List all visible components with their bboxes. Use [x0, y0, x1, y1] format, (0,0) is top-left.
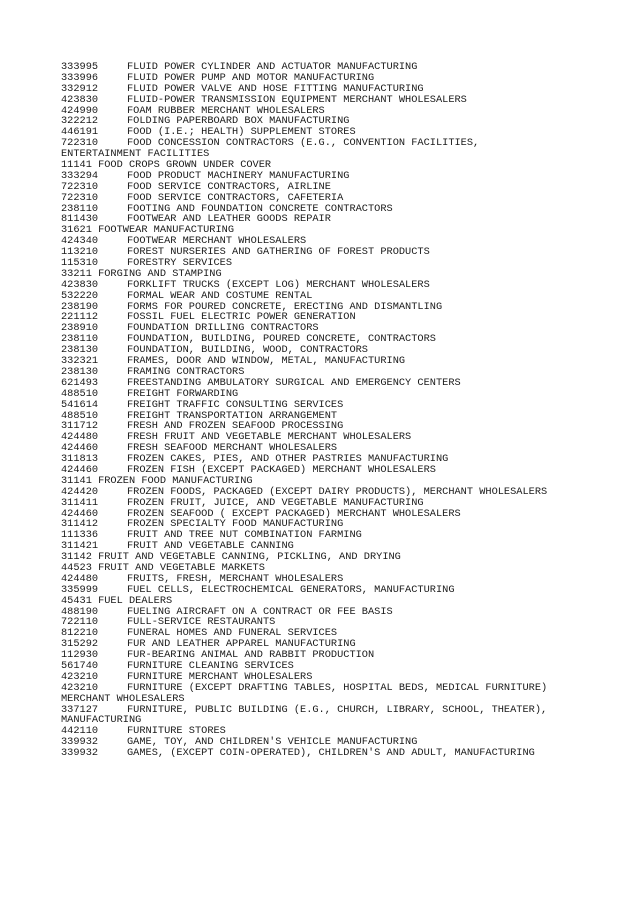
naics-code: 722310: [61, 180, 99, 193]
industry-description: FRAMING CONTRACTORS: [127, 365, 245, 378]
naics-code: 322212: [61, 115, 99, 128]
naics-code: 238110: [61, 333, 99, 346]
naics-code: 424460: [61, 507, 99, 520]
list-continuation-line: [61, 694, 621, 705]
industry-description: FOOD (I.E.; HEALTH) SUPPLEMENT STORES: [127, 126, 356, 139]
naics-code: 488510: [61, 387, 99, 400]
industry-description: FOOD CONCESSION CONTRACTORS (E.G., CONVENTION FACILITIES,: [127, 137, 480, 150]
industry-description: FREESTANDING AMBULATORY SURGICAL AND EMERGENCY CENTERS: [127, 376, 461, 389]
naics-code: 339932: [61, 736, 99, 749]
naics-code: 442110: [61, 725, 99, 738]
naics-code-list: [61, 62, 621, 759]
naics-code: 424480: [61, 572, 99, 585]
naics-code: 811430: [61, 213, 99, 226]
list-item: [61, 498, 621, 509]
naics-code: 621493: [61, 376, 99, 389]
line-text: MERCHANT WHOLESALERS: [61, 692, 185, 705]
industry-description: FURNITURE CLEANING SERVICES: [127, 659, 294, 672]
naics-code: 315292: [61, 638, 99, 651]
industry-description: FRESH SEAFOOD MERCHANT WHOLESALERS: [127, 442, 338, 455]
naics-code: 424480: [61, 431, 99, 444]
line-text: 44523 FRUIT AND VEGETABLE MARKETS: [61, 561, 265, 574]
industry-description: FOAM RUBBER MERCHANT WHOLESALERS: [127, 104, 325, 117]
naics-code: 238130: [61, 344, 99, 357]
industry-description: FLUID POWER VALVE AND HOSE FITTING MANUFACTURING: [127, 82, 424, 95]
naics-code: 423210: [61, 670, 99, 683]
list-item: [61, 400, 621, 411]
industry-description: GAME, TOY, AND CHILDREN'S VEHICLE MANUFACTURING: [127, 736, 418, 749]
naics-code: 238130: [61, 365, 99, 378]
line-text: 31142 FRUIT AND VEGETABLE CANNING, PICKLING, AND DRYING: [61, 551, 401, 564]
naics-code: 339932: [61, 747, 99, 760]
industry-description: FUEL CELLS, ELECTROCHEMICAL GENERATORS, MANUFACTURING: [127, 583, 455, 596]
industry-description: FOREST NURSERIES AND GATHERING OF FOREST PRODUCTS: [127, 246, 430, 259]
list-item: [61, 389, 621, 400]
industry-description: FORESTRY SERVICES: [127, 257, 233, 270]
industry-description: FRAMES, DOOR AND WINDOW, METAL, MANUFACTURING: [127, 355, 406, 368]
list-continuation-line: [61, 596, 621, 607]
naics-code: 333995: [61, 61, 99, 73]
line-text: ENTERTAINMENT FACILITIES: [61, 148, 210, 161]
list-item: [61, 748, 621, 759]
industry-description: FOUNDATION, BUILDING, WOOD, CONTRACTORS: [127, 344, 368, 357]
naics-code: 238190: [61, 300, 99, 313]
naics-code: 333294: [61, 169, 99, 182]
line-text: 45431 FUEL DEALERS: [61, 594, 173, 607]
list-item: [61, 487, 621, 498]
industry-description: FRUIT AND TREE NUT COMBINATION FARMING: [127, 529, 362, 542]
industry-description: FUR AND LEATHER APPAREL MANUFACTURING: [127, 638, 356, 651]
naics-code: 332912: [61, 82, 99, 95]
naics-code: 722310: [61, 137, 99, 150]
naics-code: 112930: [61, 649, 99, 662]
industry-description: FORMAL WEAR AND COSTUME RENTAL: [127, 289, 313, 302]
naics-code: 311421: [61, 540, 99, 553]
line-text: 31621 FOOTWEAR MANUFACTURING: [61, 224, 235, 237]
industry-description: FOLDING PAPERBOARD BOX MANUFACTURING: [127, 115, 350, 128]
industry-description: FROZEN SEAFOOD ( EXCEPT PACKAGED) MERCHANT WHOLESALERS: [127, 507, 461, 520]
line-text: 33211 FORGING AND STAMPING: [61, 267, 222, 280]
industry-description: FOOTING AND FOUNDATION CONCRETE CONTRACTORS: [127, 202, 393, 215]
industry-description: FOOTWEAR AND LEATHER GOODS REPAIR: [127, 213, 331, 226]
naics-code: 722310: [61, 191, 99, 204]
naics-code: 488510: [61, 409, 99, 422]
naics-code: 311813: [61, 453, 99, 466]
industry-description: FLUID-POWER TRANSMISSION EQUIPMENT MERCHANT WHOLESALERS: [127, 93, 467, 106]
list-item: [61, 705, 621, 716]
naics-code: 332321: [61, 355, 99, 368]
naics-code: 337127: [61, 703, 99, 716]
list-item: [61, 95, 621, 106]
industry-description: FOOD SERVICE CONTRACTORS, AIRLINE: [127, 180, 331, 193]
naics-code: 424420: [61, 485, 99, 498]
naics-code: 424460: [61, 442, 99, 455]
industry-description: FOSSIL FUEL ELECTRIC POWER GENERATION: [127, 311, 356, 324]
naics-code: 333996: [61, 71, 99, 84]
naics-code: 311411: [61, 496, 99, 509]
naics-code: 423830: [61, 93, 99, 106]
industry-description: FRESH FRUIT AND VEGETABLE MERCHANT WHOLESALERS: [127, 431, 412, 444]
industry-description: GAMES, (EXCEPT COIN-OPERATED), CHILDREN'S AND ADULT, MANUFACTURING: [127, 747, 535, 760]
naics-code: 113210: [61, 246, 99, 259]
industry-description: FURNITURE (EXCEPT DRAFTING TABLES, HOSPITAL BEDS, MEDICAL FURNITURE): [127, 681, 548, 694]
list-item: [61, 193, 621, 204]
naics-code: 812210: [61, 627, 99, 640]
industry-description: FOUNDATION, BUILDING, POURED CONCRETE, CONTRACTORS: [127, 333, 436, 346]
industry-description: FRUIT AND VEGETABLE CANNING: [127, 540, 294, 553]
naics-code: 532220: [61, 289, 99, 302]
line-text: 31141 FROZEN FOOD MANUFACTURING: [61, 474, 253, 487]
industry-description: FUELING AIRCRAFT ON A CONTRACT OR FEE BASIS: [127, 605, 393, 618]
industry-description: FUNERAL HOMES AND FUNERAL SERVICES: [127, 627, 338, 640]
naics-code: 423830: [61, 278, 99, 291]
industry-description: FREIGHT FORWARDING: [127, 387, 239, 400]
line-text: 11141 FOOD CROPS GROWN UNDER COVER: [61, 159, 272, 172]
naics-code: 238910: [61, 322, 99, 335]
naics-code: 423210: [61, 681, 99, 694]
naics-code: 311712: [61, 420, 99, 433]
industry-description: FURNITURE MERCHANT WHOLESALERS: [127, 670, 313, 683]
industry-description: FOOD SERVICE CONTRACTORS, CAFETERIA: [127, 191, 344, 204]
industry-description: FRESH AND FROZEN SEAFOOD PROCESSING: [127, 420, 344, 433]
industry-description: FURNITURE STORES: [127, 725, 226, 738]
naics-code: 111336: [61, 529, 99, 542]
naics-code: 541614: [61, 398, 99, 411]
industry-description: FOUNDATION DRILLING CONTRACTORS: [127, 322, 319, 335]
naics-code: 424460: [61, 463, 99, 476]
industry-description: FROZEN FISH (EXCEPT PACKAGED) MERCHANT WHOLESALERS: [127, 463, 436, 476]
list-item: [61, 291, 621, 302]
naics-code: 335999: [61, 583, 99, 596]
industry-description: FROZEN CAKES, PIES, AND OTHER PASTRIES MANUFACTURING: [127, 453, 449, 466]
naics-code: 115310: [61, 257, 99, 270]
industry-description: FULL-SERVICE RESTAURANTS: [127, 616, 276, 629]
industry-description: FOOD PRODUCT MACHINERY MANUFACTURING: [127, 169, 350, 182]
naics-code: 488190: [61, 605, 99, 618]
naics-code: 446191: [61, 126, 99, 139]
industry-description: FORMS FOR POURED CONCRETE, ERECTING AND DISMANTLING: [127, 300, 443, 313]
naics-code: 311412: [61, 518, 99, 531]
industry-description: FURNITURE, PUBLIC BUILDING (E.G., CHURCH, LIBRARY, SCHOOL, THEATER),: [127, 703, 548, 716]
naics-code: 722110: [61, 616, 99, 629]
industry-description: FROZEN FOODS, PACKAGED (EXCEPT DAIRY PRODUCTS), MERCHANT WHOLESALERS: [127, 485, 548, 498]
industry-description: FLUID POWER PUMP AND MOTOR MANUFACTURING: [127, 71, 375, 84]
industry-description: FRUITS, FRESH, MERCHANT WHOLESALERS: [127, 572, 344, 585]
industry-description: FLUID POWER CYLINDER AND ACTUATOR MANUFACTURING: [127, 61, 418, 73]
naics-code: 238110: [61, 202, 99, 215]
naics-code: 221112: [61, 311, 99, 324]
industry-description: FREIGHT TRAFFIC CONSULTING SERVICES: [127, 398, 344, 411]
naics-code: 424340: [61, 235, 99, 248]
line-text: MANUFACTURING: [61, 714, 142, 727]
industry-description: FOOTWEAR MERCHANT WHOLESALERS: [127, 235, 307, 248]
industry-description: FORKLIFT TRUCKS (EXCEPT LOG) MERCHANT WHOLESALERS: [127, 278, 430, 291]
naics-code: 424990: [61, 104, 99, 117]
industry-description: FROZEN SPECIALTY FOOD MANUFACTURING: [127, 518, 344, 531]
naics-code: 561740: [61, 659, 99, 672]
industry-description: FROZEN FRUIT, JUICE, AND VEGETABLE MANUFACTURING: [127, 496, 424, 509]
industry-description: FREIGHT TRANSPORTATION ARRANGEMENT: [127, 409, 338, 422]
industry-description: FUR-BEARING ANIMAL AND RABBIT PRODUCTION: [127, 649, 375, 662]
